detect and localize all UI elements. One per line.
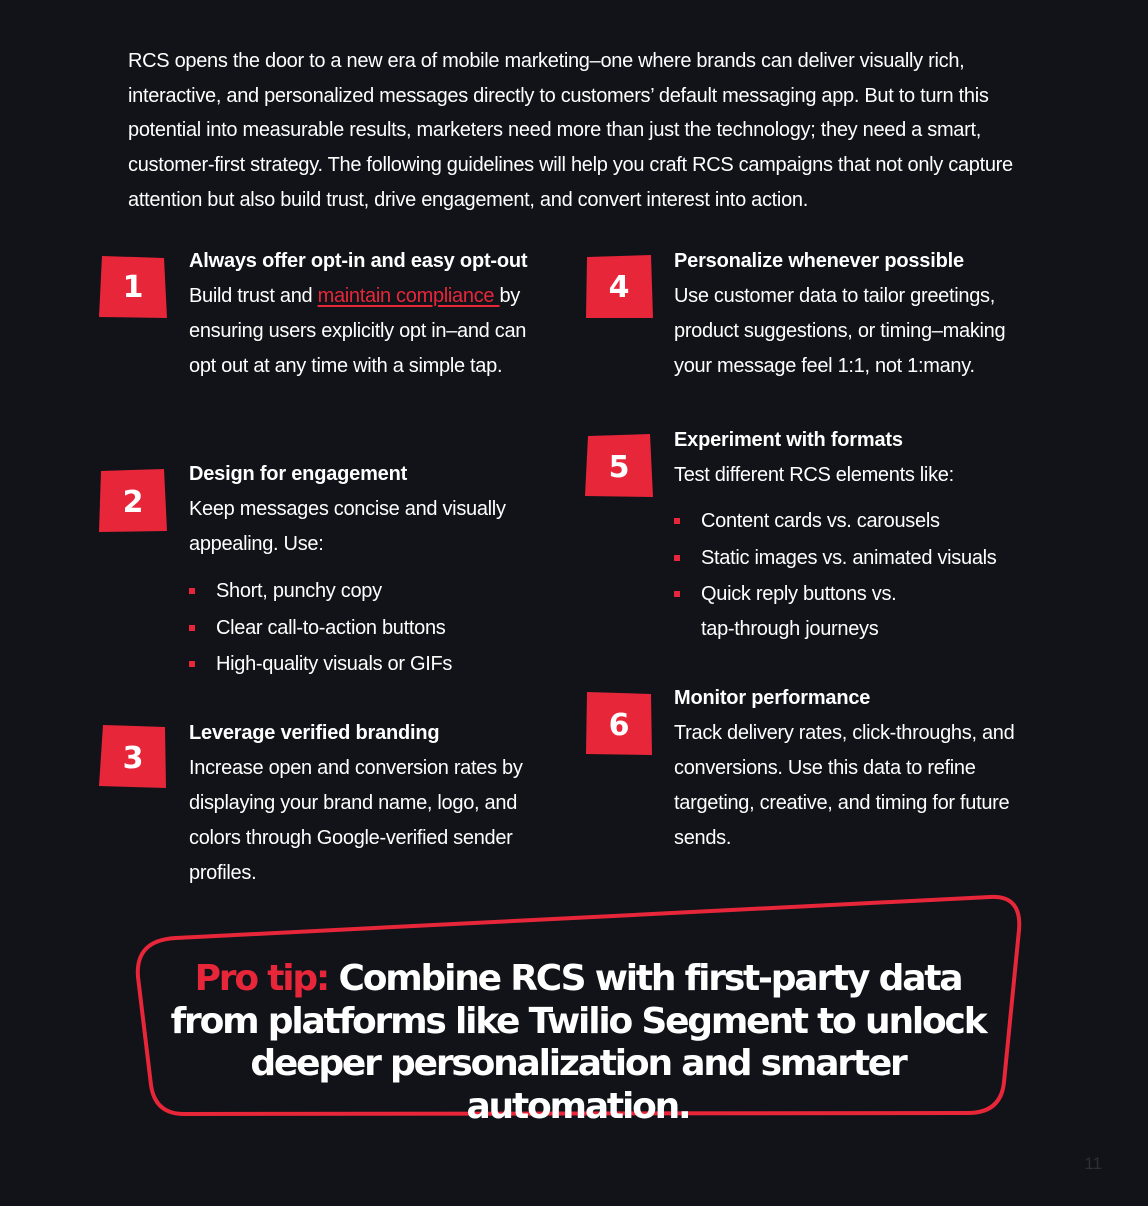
pro-tip-text: Combine RCS with first-party data from platforms like Twilio Segment to unlock deeper personalization and smarter automation.: [170, 958, 986, 1127]
guideline-body-6: Track delivery rates, click-throughs, and conversions. Use this data to refine targeting, creative, and timing for future sends.: [674, 722, 1015, 849]
bullet-text: Static images vs. animated visuals: [701, 546, 997, 569]
bullet-text: Clear call-to-action buttons: [216, 616, 446, 639]
guideline-body-2: Keep messages concise and visually appealing. Use:: [189, 498, 506, 555]
guideline-body-5: Test different RCS elements like:: [674, 464, 954, 486]
bullet-text: High-quality visuals or GIFs: [216, 653, 453, 676]
body-text-after-link: by ensuring users explicitly opt in–and can opt out at any time with a simple tap.: [189, 285, 527, 377]
badge-number-6: 6: [608, 708, 630, 743]
body-text-before-link: Build trust and: [189, 285, 318, 307]
guideline-title-2: Design for engagement: [189, 463, 408, 485]
bullet-text: Quick reply buttons vs. tap-through journeys: [701, 583, 897, 641]
badge-number-1: 1: [122, 270, 144, 305]
guideline-title-6: Monitor performance: [674, 687, 871, 709]
bullet-text: Content cards vs. carousels: [701, 510, 940, 532]
guideline-title-4: Personalize whenever possible: [674, 250, 964, 272]
pro-tip: [160, 958, 996, 1128]
guideline-body-4: Use customer data to tailor greetings, product suggestions, or timing–making your message feel 1:1, not 1:many.: [674, 285, 1006, 377]
badge-number-5: 5: [608, 450, 630, 485]
page-number: 11: [1084, 1154, 1102, 1173]
badge-number-3: 3: [122, 741, 144, 776]
badge-number-4: 4: [608, 270, 630, 305]
badge-number-2: 2: [122, 485, 144, 520]
guideline-title-3: Leverage verified branding: [189, 722, 440, 744]
intro-paragraph: RCS opens the door to a new era of mobile marketing–one where brands can deliver visually rich, interactive, and personalized messages directly to customers’ default messaging app. But to turn this potential into measurable results, marketers need more than just the technology; they need a smart, customer-first strategy. The following guidelines will help you craft RCS campaigns that not only capture attention but also build trust, drive engagement, and convert interest into action.: [128, 50, 1013, 211]
maintain-compliance-link[interactable]: maintain compliance: [317, 285, 500, 307]
guideline-title-1: Always offer opt-in and easy opt-out: [189, 250, 528, 272]
pro-tip-label: Pro tip:: [194, 958, 329, 999]
guideline-title-5: Experiment with formats: [674, 429, 903, 451]
bullet-text: Short, punchy copy: [216, 580, 382, 602]
guideline-body-3: Increase open and conversion rates by displaying your brand name, logo, and colors through Google-verified sender profiles.: [189, 757, 523, 884]
